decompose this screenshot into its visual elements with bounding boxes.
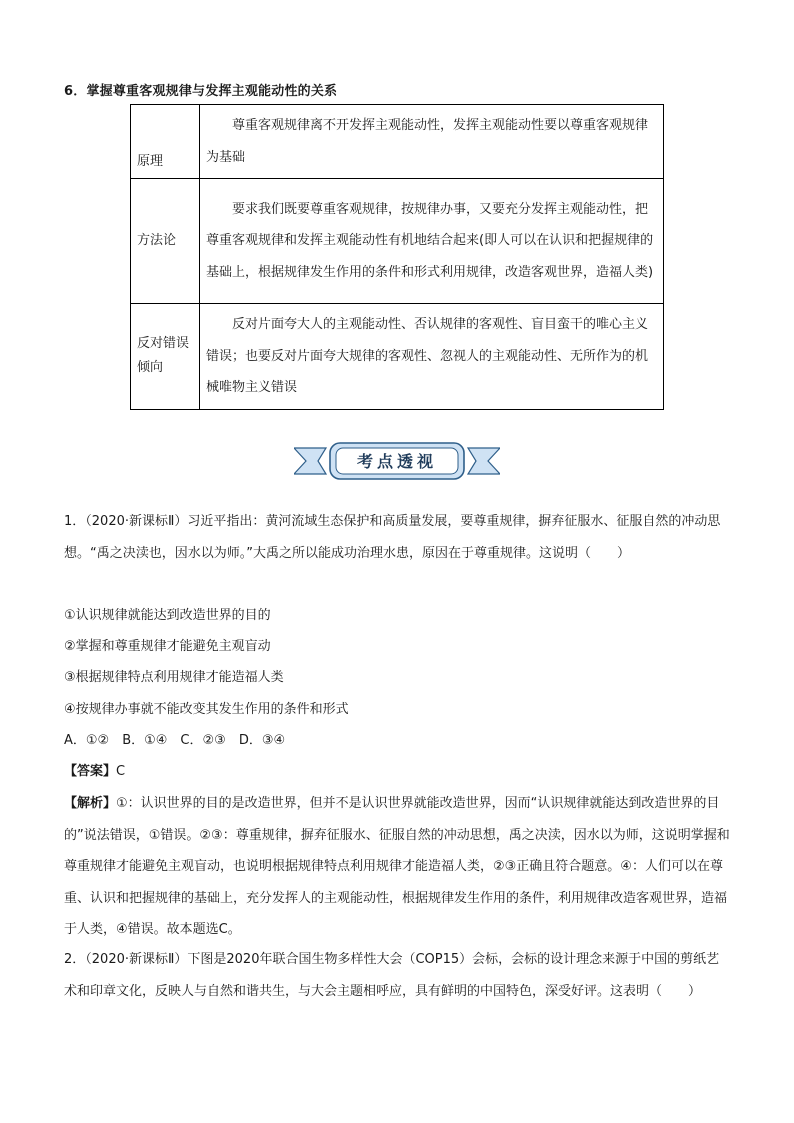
analysis-label: 【解析】 [64, 796, 117, 811]
banner-text: 考点透视 [356, 452, 438, 471]
question-1-option-3: ③根据规律特点利用规律才能造福人类 [64, 670, 284, 685]
kaodian-banner [294, 440, 500, 482]
analysis-text: ①：认识世界的目的是改造世界，但并不是认识世界就能改造世界，因而“认识规律就能达到改造世界的目的”说法错误，①错误。②③：尊重规律，摒弃征服水、征服自然的冲动思想，禹之决渎，因水以为师，这说明掌握和尊重规律才能避免主观盲动，也说明根据规律特点利用规律才能造福人类，②③正确且符合题意。④：人们可以在尊重、认识和把握规律的基础上，充分发挥人的主观能动性，根据规律发生作用的条件，利用规律改造客观世界，造福于人类，④错误。故本题选C。 [64, 796, 730, 937]
question-1-option-4: ④按规律办事就不能改变其发生作用的条件和形式 [64, 702, 349, 717]
banner-left-ribbon [294, 448, 326, 474]
table-row [131, 179, 664, 304]
question-2-stem: 2．（2020·新课标Ⅱ）下图是2020年联合国生物多样性大会（COP15）会标，会标的设计理念来源于中国的剪纸艺术和印章文化，反映人与自然和谐共生，与大会主题相呼应，具有鲜明的中国特色，深受好评。这表明（ ） [64, 952, 720, 999]
answer-value: C [116, 764, 126, 779]
question-1-option-2: ②掌握和尊重规律才能避免主观盲动 [64, 639, 271, 654]
row-header-principle: 原理 [131, 105, 200, 179]
question-1-stem: 1．（2020·新课标Ⅱ）习近平指出：黄河流域生态保护和高质量发展，要尊重规律，摒弃征服水、征服自然的冲动思想。“禹之决渎也，因水以为师。”大禹之所以能成功治理水患，原因在于尊重规律。这说明（ ） [64, 514, 721, 561]
section-heading: 6．掌握尊重客观规律与发挥主观能动性的关系 [64, 84, 338, 99]
answer-label: 【答案】 [64, 764, 117, 779]
row-header-errors: 反对错误倾向 [131, 304, 200, 410]
question-1-option-1: ①认识规律就能达到改造世界的目的 [64, 608, 271, 623]
row-content-principle: 尊重客观规律离不开发挥主观能动性，发挥主观能动性要以尊重客观规律为基础 [200, 105, 664, 179]
row-header-methodology: 方法论 [131, 179, 200, 304]
table-row [131, 304, 664, 410]
relationship-table [130, 104, 664, 410]
row-content-errors: 反对片面夸大人的主观能动性、否认规律的客观性、盲目蛮干的唯心主义错误；也要反对片面夸大规律的客观性、忽视人的主观能动性、无所作为的机械唯物主义错误 [200, 304, 664, 410]
question-1-analysis [64, 788, 730, 946]
row-content-methodology: 要求我们既要尊重客观规律，按规律办事，又要充分发挥主观能动性，把尊重客观规律和发挥主观能动性有机地结合起来(即人可以在认识和把握规律的基础上，根据规律发生作用的条件和形式利用规律，改造客观世界，造福人类) [200, 179, 664, 304]
question-1-choices: A．①② B．①④ C．②③ D．③④ [64, 733, 286, 748]
banner-right-ribbon [468, 448, 500, 474]
question-1-answer [64, 756, 730, 788]
table-row [131, 105, 664, 179]
